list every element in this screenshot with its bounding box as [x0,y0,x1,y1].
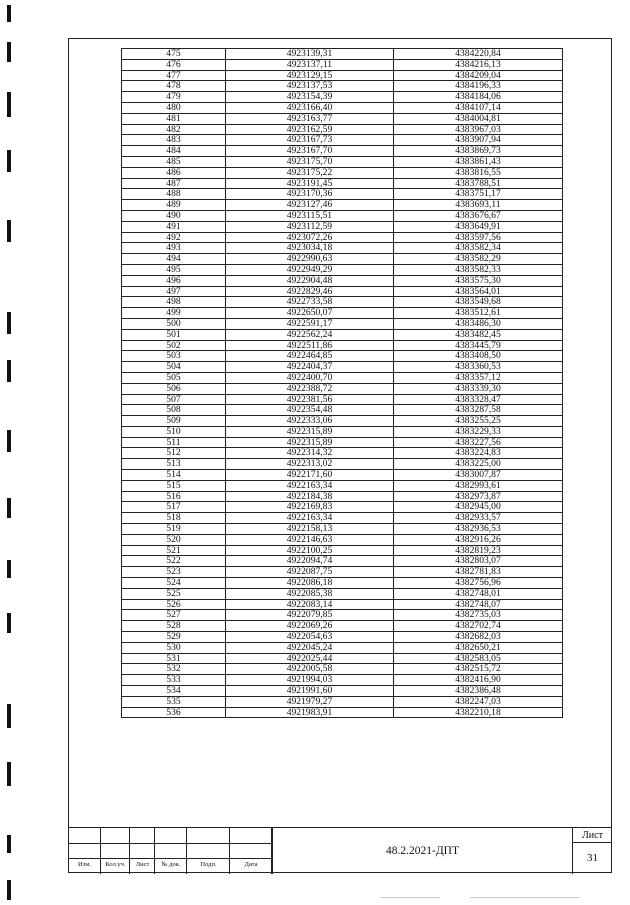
x-coordinate: 4923175,70 [226,156,394,167]
x-coordinate: 4923139,31 [226,49,394,60]
binding-bar [7,835,11,853]
point-number: 478 [122,81,226,92]
table-row [122,189,563,200]
point-number: 536 [122,707,226,718]
y-coordinate: 4383751,17 [394,189,563,200]
point-number: 506 [122,383,226,394]
x-coordinate: 4923112,59 [226,221,394,232]
x-coordinate: 4922045,24 [226,642,394,653]
table-row [122,254,563,265]
x-coordinate: 4922354,48 [226,405,394,416]
y-coordinate: 4384184,06 [394,92,563,103]
x-coordinate: 4922313,02 [226,459,394,470]
table-row [122,491,563,502]
table-row [122,610,563,621]
point-number: 498 [122,297,226,308]
point-number: 497 [122,286,226,297]
x-coordinate: 4922990,63 [226,254,394,265]
point-number: 514 [122,470,226,481]
x-coordinate: 4922400,70 [226,372,394,383]
doc-number-label: № док. [161,861,181,868]
signature-label: Подп. [200,861,217,868]
y-coordinate: 4382819,23 [394,545,563,556]
point-number: 508 [122,405,226,416]
x-coordinate: 4921979,27 [226,696,394,707]
table-row [122,59,563,70]
x-coordinate: 4922562,24 [226,329,394,340]
x-coordinate: 4923166,40 [226,102,394,113]
y-coordinate: 4383486,30 [394,318,563,329]
x-coordinate: 4922388,72 [226,383,394,394]
x-coordinate: 4922464,85 [226,351,394,362]
point-number: 485 [122,156,226,167]
table-row [122,470,563,481]
x-coordinate: 4923175,22 [226,167,394,178]
point-number: 532 [122,664,226,675]
y-coordinate: 4382993,61 [394,480,563,491]
table-row [122,426,563,437]
point-number: 505 [122,372,226,383]
point-number: 530 [122,642,226,653]
y-coordinate: 4383360,53 [394,362,563,373]
point-number: 511 [122,437,226,448]
y-coordinate: 4382936,53 [394,524,563,535]
table-row [122,696,563,707]
table-row [122,664,563,675]
point-number: 484 [122,146,226,157]
y-coordinate: 4382945,00 [394,502,563,513]
date-label: Дата [244,861,258,868]
x-coordinate: 4922829,46 [226,286,394,297]
y-coordinate: 4383816,55 [394,167,563,178]
y-coordinate: 4382247,03 [394,696,563,707]
y-coordinate: 4383482,45 [394,329,563,340]
table-row [122,329,563,340]
y-coordinate: 4382933,57 [394,513,563,524]
point-number: 477 [122,70,226,81]
table-row [122,362,563,373]
x-coordinate: 4923072,26 [226,232,394,243]
table-row [122,102,563,113]
binding-bar [7,498,11,518]
table-row [122,113,563,124]
point-number: 504 [122,362,226,373]
point-number: 525 [122,588,226,599]
x-coordinate: 4922163,34 [226,480,394,491]
table-row [122,200,563,211]
izm-label: Изм. [78,861,91,868]
y-coordinate: 4383575,30 [394,275,563,286]
x-coordinate: 4923191,45 [226,178,394,189]
y-coordinate: 4382650,21 [394,642,563,653]
y-coordinate: 4383582,29 [394,254,563,265]
binding-bar [7,150,11,172]
y-coordinate: 4383967,03 [394,124,563,135]
y-coordinate: 4383229,33 [394,426,563,437]
x-coordinate: 4923034,18 [226,243,394,254]
y-coordinate: 4383328,47 [394,394,563,405]
x-coordinate: 4923163,77 [226,113,394,124]
table-row [122,599,563,610]
table-row [122,686,563,697]
point-number: 522 [122,556,226,567]
sheet-label: Лист [573,828,612,843]
x-coordinate: 4922184,38 [226,491,394,502]
x-coordinate: 4922315,89 [226,437,394,448]
x-coordinate: 4921994,03 [226,675,394,686]
point-number: 499 [122,308,226,319]
y-coordinate: 4383007,87 [394,470,563,481]
sheet-number: 31 [587,852,598,864]
binding-bar [7,312,11,334]
x-coordinate: 4923127,46 [226,200,394,211]
table-row [122,297,563,308]
table-row [122,318,563,329]
x-coordinate: 4922158,13 [226,524,394,535]
x-coordinate: 4922025,44 [226,653,394,664]
y-coordinate: 4383676,67 [394,210,563,221]
y-coordinate: 4383445,79 [394,340,563,351]
scan-artifact [380,897,440,898]
point-number: 512 [122,448,226,459]
table-row [122,502,563,513]
table-row [122,588,563,599]
x-coordinate: 4923154,39 [226,92,394,103]
list-label: Лист [135,861,150,868]
point-number: 515 [122,480,226,491]
point-number: 476 [122,59,226,70]
y-coordinate: 4382803,07 [394,556,563,567]
y-coordinate: 4384216,13 [394,59,563,70]
x-coordinate: 4923129,15 [226,70,394,81]
point-number: 517 [122,502,226,513]
table-row [122,642,563,653]
point-number: 500 [122,318,226,329]
y-coordinate: 4383597,56 [394,232,563,243]
point-number: 489 [122,200,226,211]
table-row [122,167,563,178]
title-block [68,827,612,874]
table-row [122,534,563,545]
x-coordinate: 4922094,74 [226,556,394,567]
point-number: 526 [122,599,226,610]
point-number: 520 [122,534,226,545]
point-number: 493 [122,243,226,254]
y-coordinate: 4382735,03 [394,610,563,621]
x-coordinate: 4922083,14 [226,599,394,610]
y-coordinate: 4382515,72 [394,664,563,675]
point-number: 518 [122,513,226,524]
point-number: 481 [122,113,226,124]
table-row [122,632,563,643]
x-coordinate: 4922511,86 [226,340,394,351]
table-row [122,286,563,297]
y-coordinate: 4383225,00 [394,459,563,470]
x-coordinate: 4922100,25 [226,545,394,556]
binding-bar [7,762,11,786]
table-row [122,124,563,135]
x-coordinate: 4922054,63 [226,632,394,643]
point-number: 524 [122,578,226,589]
x-coordinate: 4921983,91 [226,707,394,718]
y-coordinate: 4382756,96 [394,578,563,589]
table-row [122,383,563,394]
y-coordinate: 4382416,90 [394,675,563,686]
table-row [122,545,563,556]
point-number: 496 [122,275,226,286]
y-coordinate: 4382583,05 [394,653,563,664]
point-number: 529 [122,632,226,643]
x-coordinate: 4922163,34 [226,513,394,524]
point-number: 503 [122,351,226,362]
table-row [122,394,563,405]
y-coordinate: 4383255,25 [394,416,563,427]
x-coordinate: 4922315,89 [226,426,394,437]
point-number: 495 [122,264,226,275]
binding-bar [7,560,11,578]
table-row [122,135,563,146]
table-row [122,308,563,319]
binding-bar [7,430,11,452]
x-coordinate: 4922949,29 [226,264,394,275]
x-coordinate: 4922404,37 [226,362,394,373]
point-number: 502 [122,340,226,351]
point-number: 483 [122,135,226,146]
point-number: 480 [122,102,226,113]
table-row [122,567,563,578]
point-number: 507 [122,394,226,405]
point-number: 501 [122,329,226,340]
table-row [122,653,563,664]
x-coordinate: 4922085,38 [226,588,394,599]
y-coordinate: 4384107,14 [394,102,563,113]
x-coordinate: 4922333,06 [226,416,394,427]
table-row [122,156,563,167]
x-coordinate: 4922381,56 [226,394,394,405]
table-row [122,459,563,470]
y-coordinate: 4383869,73 [394,146,563,157]
x-coordinate: 4923162,59 [226,124,394,135]
table-row [122,513,563,524]
point-number: 487 [122,178,226,189]
point-number: 491 [122,221,226,232]
y-coordinate: 4382702,74 [394,621,563,632]
binding-bar [7,5,11,22]
table-row [122,416,563,427]
y-coordinate: 4384209,04 [394,70,563,81]
y-coordinate: 4383357,12 [394,372,563,383]
binding-bar [7,220,11,242]
table-row [122,437,563,448]
table-row [122,221,563,232]
table-row [122,264,563,275]
x-coordinate: 4922005,58 [226,664,394,675]
point-number: 486 [122,167,226,178]
x-coordinate: 4922069,26 [226,621,394,632]
point-number: 535 [122,696,226,707]
binding-bar [7,704,11,728]
point-number: 479 [122,92,226,103]
y-coordinate: 4382748,01 [394,588,563,599]
point-number: 533 [122,675,226,686]
x-coordinate: 4923137,53 [226,81,394,92]
point-number: 531 [122,653,226,664]
table-row [122,232,563,243]
y-coordinate: 4382781,83 [394,567,563,578]
table-row [122,405,563,416]
x-coordinate: 4922086,18 [226,578,394,589]
x-coordinate: 4922650,07 [226,308,394,319]
point-number: 490 [122,210,226,221]
point-number: 527 [122,610,226,621]
x-coordinate: 4922733,58 [226,297,394,308]
revision-grid [68,828,272,874]
table-row [122,275,563,286]
document-code: 48.2.2021-ДПТ [272,828,573,874]
point-number: 492 [122,232,226,243]
x-coordinate: 4922904,48 [226,275,394,286]
table-row [122,70,563,81]
table-row [122,675,563,686]
point-number: 521 [122,545,226,556]
table-row [122,707,563,718]
coordinates-table [121,48,563,718]
y-coordinate: 4382386,48 [394,686,563,697]
y-coordinate: 4383549,68 [394,297,563,308]
binding-bar [7,880,11,900]
y-coordinate: 4382682,03 [394,632,563,643]
y-coordinate: 4383582,33 [394,264,563,275]
table-row [122,621,563,632]
y-coordinate: 4384220,84 [394,49,563,60]
y-coordinate: 4383649,91 [394,221,563,232]
binding-bar [7,613,11,633]
x-coordinate: 4923167,73 [226,135,394,146]
y-coordinate: 4383907,94 [394,135,563,146]
y-coordinate: 4384004,81 [394,113,563,124]
table-row [122,49,563,60]
y-coordinate: 4383512,61 [394,308,563,319]
binding-bar [7,360,11,382]
table-row [122,81,563,92]
point-number: 534 [122,686,226,697]
y-coordinate: 4383861,43 [394,156,563,167]
x-coordinate: 4923137,11 [226,59,394,70]
y-coordinate: 4382748,07 [394,599,563,610]
point-number: 519 [122,524,226,535]
table-row [122,448,563,459]
y-coordinate: 4383224,83 [394,448,563,459]
y-coordinate: 4382210,18 [394,707,563,718]
table-row [122,210,563,221]
binding-bar [7,92,11,117]
table-row [122,146,563,157]
y-coordinate: 4382916,26 [394,534,563,545]
y-coordinate: 4383227,56 [394,437,563,448]
x-coordinate: 4923170,36 [226,189,394,200]
point-number: 528 [122,621,226,632]
x-coordinate: 4923115,51 [226,210,394,221]
y-coordinate: 4383788,51 [394,178,563,189]
coordinates-table-body [122,49,563,718]
point-number: 516 [122,491,226,502]
y-coordinate: 4383408,50 [394,351,563,362]
point-number: 523 [122,567,226,578]
table-row [122,480,563,491]
y-coordinate: 4383582,34 [394,243,563,254]
table-row [122,92,563,103]
x-coordinate: 4922591,17 [226,318,394,329]
binding-bar [7,42,11,62]
x-coordinate: 4923167,70 [226,146,394,157]
x-coordinate: 4921991,60 [226,686,394,697]
y-coordinate: 4383287,58 [394,405,563,416]
table-row [122,178,563,189]
point-number: 475 [122,49,226,60]
table-row [122,351,563,362]
kol-uch-label: Кол.уч. [105,861,126,868]
point-number: 510 [122,426,226,437]
point-number: 488 [122,189,226,200]
y-coordinate: 4383564,01 [394,286,563,297]
y-coordinate: 4384196,33 [394,81,563,92]
x-coordinate: 4922087,75 [226,567,394,578]
point-number: 482 [122,124,226,135]
table-row [122,578,563,589]
x-coordinate: 4922314,32 [226,448,394,459]
point-number: 513 [122,459,226,470]
x-coordinate: 4922171,60 [226,470,394,481]
table-row [122,524,563,535]
table-row [122,556,563,567]
x-coordinate: 4922079,85 [226,610,394,621]
table-row [122,340,563,351]
point-number: 509 [122,416,226,427]
point-number: 494 [122,254,226,265]
y-coordinate: 4382973,87 [394,491,563,502]
x-coordinate: 4922169,83 [226,502,394,513]
x-coordinate: 4922146,63 [226,534,394,545]
y-coordinate: 4383693,11 [394,200,563,211]
table-row [122,243,563,254]
scan-artifact [470,897,580,898]
table-row [122,372,563,383]
y-coordinate: 4383339,30 [394,383,563,394]
